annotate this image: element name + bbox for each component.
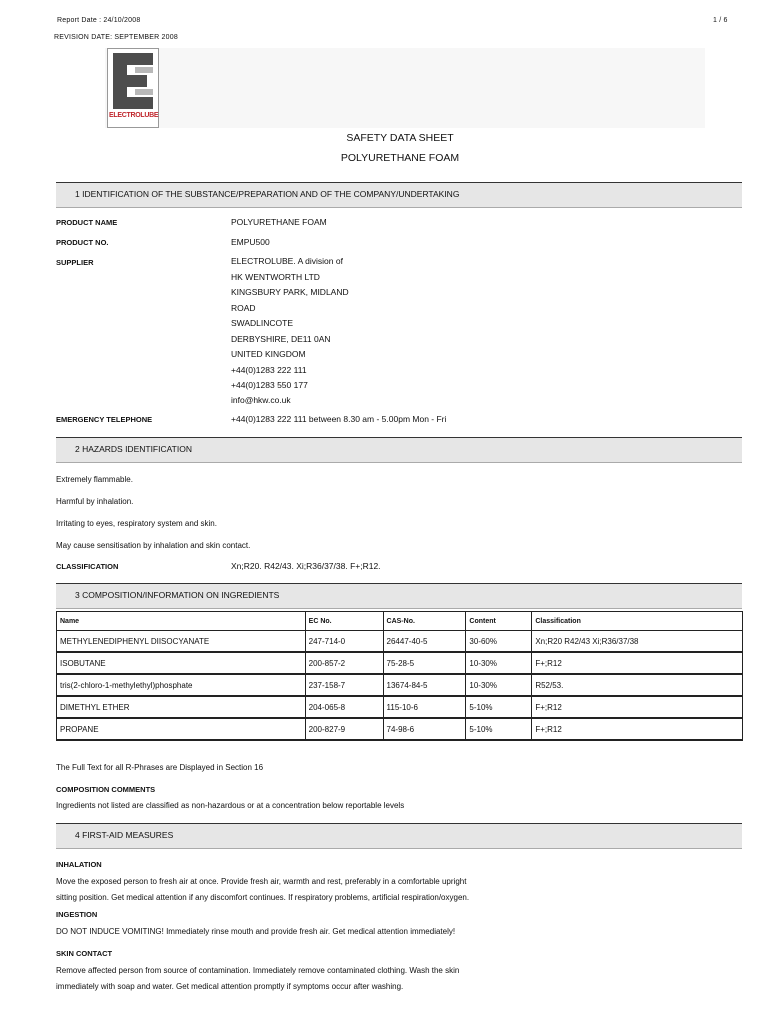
hazard-line: Harmful by inhalation. [56, 497, 134, 506]
cell-cas: 115-10-6 [383, 696, 466, 718]
supplier-line: ELECTROLUBE. A division of [231, 256, 343, 266]
document-title: SAFETY DATA SHEET [346, 132, 454, 144]
cell-ec: 237-158-7 [305, 674, 383, 696]
supplier-line: UNITED KINGDOM [231, 349, 306, 359]
supplier-fax: +44(0)1283 550 177 [231, 380, 308, 390]
skin-contact-text: immediately with soap and water. Get medical attention promptly if symptoms occur after washing. [56, 982, 404, 991]
cell-cas: 26447-40-5 [383, 631, 466, 653]
product-name-label: PRODUCT NAME [56, 218, 118, 227]
logo-e-mark [113, 53, 153, 109]
product-title: POLYURETHANE FOAM [340, 152, 460, 164]
cell-name: tris(2-chloro-1-methylethyl)phosphate [57, 674, 306, 696]
cell-content: 10-30% [466, 652, 532, 674]
electrolube-logo [107, 48, 159, 128]
emergency-label: EMERGENCY TELEPHONE [56, 415, 153, 424]
table-row [57, 696, 743, 718]
hazard-line: Irritating to eyes, respiratory system and skin. [56, 519, 217, 528]
cell-cas: 74-98-6 [383, 718, 466, 740]
product-no-value: EMPU500 [231, 237, 270, 247]
col-name: Name [57, 612, 306, 631]
inhalation-text: Move the exposed person to fresh air at once. Provide fresh air, warmth and rest, preferably in a comfortable upright [56, 877, 467, 886]
product-name-value: POLYURETHANE FOAM [231, 217, 327, 227]
table-row [57, 652, 743, 674]
table-row [57, 631, 743, 653]
cell-cas: 13674-84-5 [383, 674, 466, 696]
cell-classification: R52/53. [532, 674, 743, 696]
supplier-line: SWADLINCOTE [231, 318, 294, 328]
cell-cas: 75-28-5 [383, 652, 466, 674]
cell-content: 5-10% [466, 696, 532, 718]
cell-classification: Xn;R20 R42/43 Xi;R36/37/38 [532, 631, 743, 653]
inhalation-label: INHALATION [56, 860, 102, 869]
supplier-label: SUPPLIER [56, 258, 94, 267]
cell-content: 30-60% [466, 631, 532, 653]
hazard-line: May cause sensitisation by inhalation and skin contact. [56, 541, 251, 550]
skin-contact-label: SKIN CONTACT [56, 949, 113, 958]
logo-background [105, 48, 705, 128]
cell-ec: 200-857-2 [305, 652, 383, 674]
supplier-line: KINGSBURY PARK, MIDLAND [231, 287, 349, 297]
cell-ec: 200-827-9 [305, 718, 383, 740]
emergency-value: +44(0)1283 222 111 between 8.30 am - 5.00pm Mon - Fri [231, 414, 447, 424]
composition-comments: Ingredients not listed are classified as non-hazardous or at a concentration below reportable levels [56, 801, 405, 810]
section-2-heading: 2 HAZARDS IDENTIFICATION [75, 444, 192, 454]
table-row [57, 674, 743, 696]
section-2-header [56, 437, 742, 463]
cell-name: METHYLENEDIPHENYL DIISOCYANATE [57, 631, 306, 653]
col-classification: Classification [532, 612, 743, 631]
col-content: Content [466, 612, 532, 631]
section-4-heading: 4 FIRST-AID MEASURES [75, 830, 174, 840]
ingestion-text: DO NOT INDUCE VOMITING! Immediately rinse mouth and provide fresh air. Get medical attention immediately! [56, 927, 456, 936]
cell-content: 5-10% [466, 718, 532, 740]
col-cas-no: CAS-No. [383, 612, 466, 631]
ingestion-label: INGESTION [56, 910, 98, 919]
r-phrases-note: The Full Text for all R-Phrases are Displayed in Section 16 [56, 763, 264, 772]
supplier-line: HK WENTWORTH LTD [231, 272, 320, 282]
cell-classification: F+;R12 [532, 718, 743, 740]
cell-classification: F+;R12 [532, 696, 743, 718]
cell-name: DIMETHYL ETHER [57, 696, 306, 718]
composition-comments-label: COMPOSITION COMMENTS [56, 785, 156, 794]
revision-date: REVISION DATE: SEPTEMBER 2008 [54, 34, 178, 41]
cell-content: 10-30% [466, 674, 532, 696]
table-row [57, 718, 743, 740]
col-ec-no: EC No. [305, 612, 383, 631]
page-number: 1 / 6 [713, 17, 728, 24]
product-no-label: PRODUCT NO. [56, 238, 109, 247]
cell-ec: 247-714-0 [305, 631, 383, 653]
section-3-heading: 3 COMPOSITION/INFORMATION ON INGREDIENTS [75, 590, 280, 600]
supplier-line: DERBYSHIRE, DE11 0AN [231, 334, 331, 344]
ingredients-table [56, 611, 743, 741]
cell-ec: 204-065-8 [305, 696, 383, 718]
section-1-heading: 1 IDENTIFICATION OF THE SUBSTANCE/PREPARATION AND OF THE COMPANY/UNDERTAKING [75, 189, 460, 199]
classification-label: CLASSIFICATION [56, 562, 119, 571]
table-header-row [57, 612, 743, 631]
section-4-header [56, 823, 742, 849]
supplier-line: ROAD [231, 303, 256, 313]
report-date: Report Date : 24/10/2008 [57, 17, 141, 24]
section-1-header [56, 182, 742, 208]
section-3-header [56, 583, 742, 609]
inhalation-text: sitting position. Get medical attention if any discomfort continues. If respiratory problems, artificial respiration/oxygen. [56, 893, 470, 902]
hazard-line: Extremely flammable. [56, 475, 133, 484]
skin-contact-text: Remove affected person from source of contamination. Immediately remove contaminated clothing. Wash the skin [56, 966, 460, 975]
classification-value: Xn;R20. R42/43. Xi;R36/37/38. F+;R12. [231, 561, 381, 571]
logo-text: ELECTROLUBE [109, 112, 159, 119]
supplier-email: info@hkw.co.uk [231, 395, 291, 405]
cell-name: ISOBUTANE [57, 652, 306, 674]
cell-classification: F+;R12 [532, 652, 743, 674]
cell-name: PROPANE [57, 718, 306, 740]
supplier-phone: +44(0)1283 222 111 [231, 365, 307, 375]
